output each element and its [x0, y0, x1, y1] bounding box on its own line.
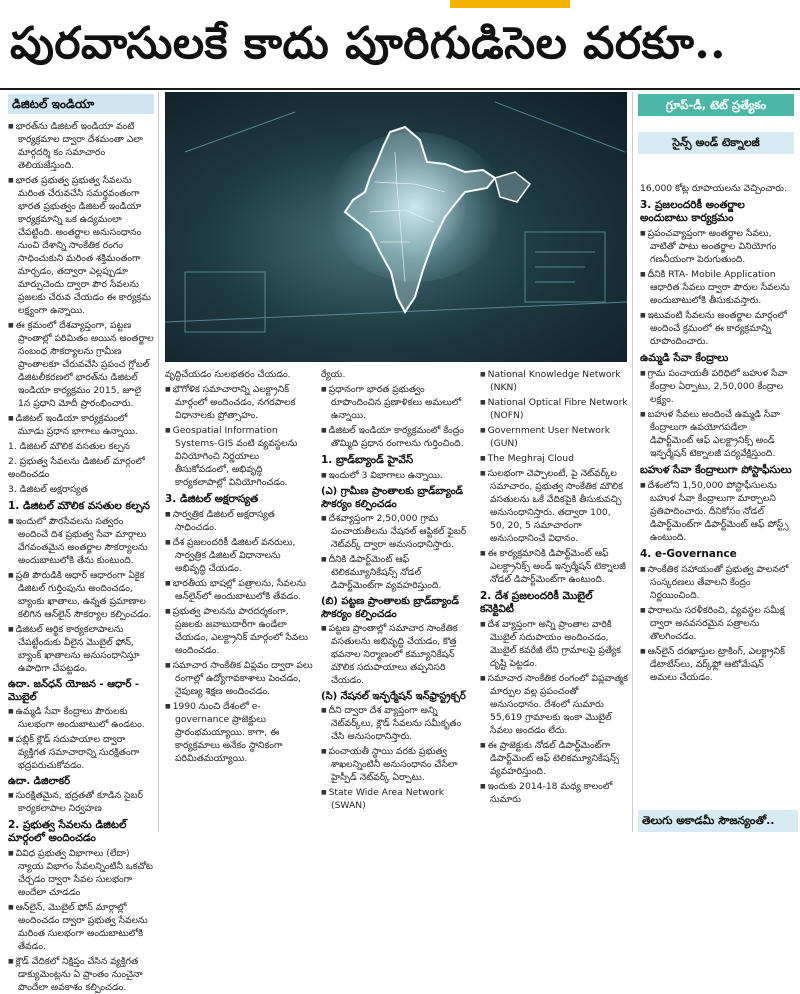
paragraph: వృద్ధిచేయడం సులభతరం చేయడం.	[165, 369, 291, 380]
network-item: ■ The Meghraj Cloud	[480, 452, 628, 465]
paragraph: ■ సాంకేతిక సహాయంతో ప్రభుత్వ పాలనలో సంస్కరణలు తేవాలని కేంద్రం నిర్ణయించింది.	[640, 563, 792, 602]
paragraph: ■ ఆన్‌లైన్, మొబైల్ ఫోన్ మార్గాల్లో అందించడం ద్వారా ప్రభుత్వ సేవలను మరింత సులభంగా అందుబాటులోకి తేవడం.	[8, 901, 154, 953]
paragraph: ■ ప్రభుత్వ పాలనను పారదర్శకంగా, ప్రజలకు జవాబుదారీగా ఉండేలా చేయడం, ఎలక్ట్రానిక్ మార్గంలో సేవలు అందించడం.	[165, 605, 313, 657]
india-map-graphic	[165, 92, 627, 362]
column-divider	[158, 92, 159, 832]
paragraph: ■ భారత్‌ను డిజిటల్ ఇండియా వంటి కార్యక్రమాల ద్వారా దేశమంతా ఎలా మార్గదర్శి కం సమాచారం తెలియజేస్తుంది.	[8, 120, 154, 172]
list-item: 2. ప్రభుత్వ సేవలను డిజిటల్ మార్గంలో అందించడం	[8, 456, 145, 480]
paragraph: ■ ప్రధానంగా భారత ప్రభుత్వం రూపొందించిన ప్రణాళికలు అమలులో ఉన్నాయి.	[321, 383, 473, 422]
paragraph: ■ ఇందులో పౌరసేవలను సత్వరం అందించే దిశ ప్రభుత్వ సేవా మార్గాలు వేగవంతమైన అంతర్జాల సౌకర్యాలను అందుబాటులోకి తేను కుంటుంది.	[8, 515, 154, 567]
paragraph: ■ డిజిటల్ ఆర్థిక కార్యకలాపాలను చేపట్టేందుకు వీలైన మొబైల్ ఫోన్, బ్యాంక్ ఖాతాలను అనుసంధానిస్తూ ఉపాధిగా చేపట్టడం.	[8, 623, 154, 675]
paragraph: ■ ఇందులో 3 విభాగాలు ఉన్నాయి.	[321, 469, 473, 482]
subheading: (సి) నేషనల్ ఇన్ఫర్మేషన్ ఇన్‌ఫ్రాస్ట్రక్చర్	[321, 691, 466, 702]
paragraph: ■ State Wide Area Network (SWAN)	[321, 786, 473, 812]
section-heading: 1. డిజిటల్ మౌలిక వసతుల కల్పన	[8, 500, 150, 512]
section-heading: 3. ప్రజలందరికీ అంతర్జాల అందుబాటు కార్యక్రమం	[640, 199, 745, 224]
paragraph: ■ ఆన్‌లైన్ దరఖాస్తుల ట్రాకింగ్, ఎలక్ట్రానిక్ డేటాబేస్‌లు, వర్క్‌ఫ్లో ఆటోమేషన్ అమలు చేయడం.	[640, 645, 792, 684]
series-tag: గ్రూప్-డీ, టెట్ ప్రత్యేకం	[638, 94, 794, 116]
paragraph: ■ ఇందుకు 2014-18 మధ్య కాలంలో సుమారు	[480, 780, 628, 806]
article-column-1	[8, 120, 154, 993]
paragraph: ■ బహుళ సేవలు అందించే ఉమ్మడి సేవా కేంద్రాలుగా ఉపయోగపడేలా డిపార్ట్‌మెంట్ ఆఫ్ ఎలక్ట్రానిక్స్ అండ్ ఇన్ఫర్మేషన్ టెక్నాలజీ పర్యవేక్షిస్తుంది.	[640, 408, 792, 460]
section-heading: 1. బ్రాడ్‌బ్యాండ్ హైవేస్	[321, 454, 414, 466]
paragraph: ■ క్లౌడ్ వేదికలో నిక్షిప్తం చేసిన వ్యక్తిగత డాక్యుమెంట్లను ఏ ప్రాంతం నుంచైనా పొందేలా అవకాశం కల్పించడం.	[8, 955, 154, 994]
paragraph: ■ పట్టణ ప్రాంతాల్లో సమాచార సాంకేతిక వసతులను అభివృద్ధి చేయడం, కొత్త భవనాల నిర్మాణంలో కమ్యూనికేషన్ మౌలిక సదుపాయాలు తప్పనిసరి చేయడం.	[321, 622, 473, 687]
subheading: (బి) పట్టణ ప్రాంతాలకు బ్రాడ్‌బ్యాండ్ సౌకర్యం కల్పించడం	[321, 596, 460, 620]
subject-tag: సైన్స్ అండ్ టెక్నాలజీ	[638, 132, 794, 154]
section-kicker: డిజిటల్ ఇండియా	[8, 94, 154, 114]
top-accent-tab	[450, 0, 570, 8]
paragraph: ■ దేశ వ్యాప్తంగా అన్ని ప్రాంతాల వారికి మొబైల్ సదుపాయం అందించడం, మొబైల్ కవరేజీ లేని గ్రామాలపై ప్రత్యేక దృష్టి పెట్టడం.	[480, 618, 628, 670]
section-heading: 2. ప్రభుత్వ సేవలను డిజిటల్ మార్గంలో అందించడం	[8, 819, 127, 844]
section-heading: 3. డిజిటల్ అక్షరాస్యత	[165, 493, 259, 505]
paragraph: ■ సార్వత్రిక డిజిటల్ అక్షరాస్యత సాధించడం.	[165, 508, 313, 534]
paragraph: ■ డిజిటల్ ఇండియా కార్యక్రమంలో మూడు ప్రధాన భాగాలు ఉన్నాయి.	[8, 412, 154, 438]
network-item: ■ National Optical Fibre Network (NOFN)	[480, 396, 628, 422]
subheading: ఉదా. డిజిలాకర్	[8, 776, 71, 787]
paragraph: ■ సురక్షితమైన, భద్రతతో కూడిన సైబర్ కార్యకలాపాల నిర్వహణ	[8, 789, 154, 815]
paragraph: 16,000 కోట్ల రూపాయలను వెచ్చించారు.	[640, 183, 787, 194]
list-item: 1. డిజిటల్ మౌలిక వసతుల కల్పన	[8, 441, 130, 452]
article-column-3	[321, 368, 473, 836]
section-heading: 2. దేశ ప్రజలందరికీ మొబైల్ కనెక్టివిటీ	[480, 590, 593, 615]
paragraph: ■ దీనికి డిపార్ట్‌మెంట్ ఆఫ్ టెలికమ్యూనికేషన్స్ నోడల్ డిపార్ట్‌మెంట్‌గా వ్యవహరిస్తుంది.	[321, 553, 473, 592]
headline-rule	[0, 88, 800, 90]
paragraph: ■ సులభంగా చెప్పాలంటే, పై నెట్‌వర్క్‌ల సమాచారం, ప్రభుత్వ సాంకేతిక మౌలిక వసతులను ఒకే వేదికపైకి తీసుకువచ్చి అనుసంధానిస్తారు. తద్వారా 100, 50, 20, 5 సమాచారంగా అనుసంధానించే విధానం.	[480, 467, 628, 545]
paragraph: ■ ఈ క్రమంలో దేశవ్యాప్తంగా, పట్టణ ప్రాంతాల్లో పరిమితం అయిన అంతర్జాల సంబంధ సౌకర్యాలను గ్రామీణ ప్రాంతాలకూ చేరువచేసి ప్రపంచ గ్లోబల్ డిజిటలీకరణలో భారత్‌ను డిజిటల్ ఇండియా కార్యక్రమం 2015, జూలై 1న ప్రధాని మోదీ ప్రారంభించారు.	[8, 319, 154, 410]
paragraph: ■ ఫారాలను సరళీకరించి, వ్యవస్థల సమీక్ష ద్వారా అనవసరమైన పత్రాలను తొలగించడం.	[640, 604, 792, 643]
subheading: (ఎ) గ్రామీణ ప్రాంతాలకు బ్రాడ్‌బ్యాండ్ సౌకర్యం కల్పించడం	[321, 486, 464, 510]
paragraph: ■ దీని ద్వారా దేశ వ్యాప్తంగా అన్ని నెట్‌వర్క్‌లు, క్లౌడ్ సేవలను సమీకృతం చేసి అనుసంధానిస్తారు.	[321, 704, 473, 743]
paragraph: ■ సమాచార సాంకేతిక రంగంలో విప్లవాత్మక మార్పుల వల్ల ప్రపంచంతో అనుసంధానం. దేశంలో సుమారు 55,619 గ్రామాలకు ఇంకా మొబైల్ సేవలు అందడం లేదు.	[480, 672, 628, 737]
paragraph: ■ సమాచార సాంకేతిక విప్లవం ద్వారా పలు రంగాల్లో ఉద్యోగావకాశాలు పెంచడం, నైపుణ్య శిక్షణ అందించడం.	[165, 659, 313, 698]
article-column-5	[640, 182, 792, 806]
paragraph: ■ భారత ప్రభుత్వ ప్రభుత్వ సేవలను మరింత చేరువచేసి సమర్థవంతంగా భారత ప్రభుత్వం డిజిటల్ ఇండియా కార్యక్రమాన్ని ఒక ఉద్యమంలా చేపట్టింది. అంతర్జాల అనుసంధానం నుంచి దేశాన్ని సాంకేతిక రంగం సాధించుకుని మరింత శక్తిమంతంగా మార్చడం, తద్వారా ఎల్లప్పుడూ మార్పుచెందు ద్వారా పౌర సేవలను ప్రజలకు చేరువ చేయడం ఈ కార్యక్రమ లక్ష్యంగా ఉన్నాయి.	[8, 174, 154, 317]
article-column-4	[480, 368, 628, 836]
headline-block	[0, 8, 800, 88]
paragraph: ■ దీనికి RTA- Mobile Application ఆధారిత సేవలు ద్వారా పౌరుల సేవలను అందుబాటులోకి తీసుకువస్తారు.	[640, 268, 792, 307]
section-heading: ఉమ్మడి సేవా కేంద్రాలు	[640, 352, 729, 364]
paragraph: ■ భౌగోళిక సమాచారాన్ని ఎలక్ట్రానిక్ మార్గంలో అందించడం, నగరపాలక విధానాలకు ప్రోత్సాహం.	[165, 383, 313, 422]
paragraph: ■ దేశవ్యాప్తంగా 2,50,000 గ్రామ పంచాయతీలను నేషనల్ ఆప్టికల్ ఫైబర్ నెట్‌వర్క్ ద్వారా అనుసంధానిస్తారు.	[321, 512, 473, 551]
paragraph: ■ Geospatial Information Systems-GIS వంటి వ్యవస్థలను వినియోగించి నిర్ణయాలు తీసుకోవడంలో, అభివృద్ధి కార్యకలాపాల్లో వినియోగించడం.	[165, 424, 313, 489]
subheading: ఉదా. జన్‌ధన్ యోజన - ఆధార్ - మొబైల్	[8, 679, 140, 703]
article-column-2	[165, 368, 313, 836]
credit-footer: తెలుగు అకాడమీ సౌజన్యంతో..	[638, 810, 798, 832]
paragraph: ■ ప్రతి పౌరుడికి ఆధార్ ఆధారంగా ఏకైక డిజిటల్ గుర్తింపును అందించడం, బ్యాంకు ఖాతాలు, ఉన్నత ప్రమాణాల కలిగిన ఆన్‌లైన్ సౌకర్యాల కల్పించడం.	[8, 569, 154, 621]
network-item: ■ Government User Network (GUN)	[480, 424, 628, 450]
paragraph: ■ ఉమ్మడి సేవా కేంద్రాలు పౌరులకు సులభంగా అందుబాటులో ఉండటం.	[8, 705, 154, 731]
paragraph: ర్యేయ.	[321, 369, 346, 380]
paragraph: ■ ఈ కార్యక్రమానికి డిపార్ట్‌మెంట్ ఆఫ్ ఎలక్ట్రానిక్స్ అండ్ ఇన్ఫర్మేషన్ టెక్నాలజీ నోడల్ డిపార్ట్‌మెంట్‌గా ఉంటుంది.	[480, 547, 628, 586]
hero-image-india-map	[165, 92, 627, 362]
paragraph: ■ భారతీయ భాషల్లో పత్రాలను, సేవలను ఆన్‌లైన్‌లో అందుబాటులోకి తేవడం.	[165, 577, 313, 603]
paragraph: ■ గ్రామ పంచాయతీ పరిధిలో బహుళ సేవా కేంద్రాల ఏర్పాటు, 2,50,000 కేంద్రాల లక్ష్యం.	[640, 367, 792, 406]
paragraph: ■ దేశంలోని 1,50,000 పోస్టాఫీసులను బహుళ సేవా కేంద్రాలుగా మార్చాలని ప్రతిపాదించారు. దీనికోసం నోడల్ డిపార్ట్‌మెంట్‌గా డిపార్ట్‌మెంట్ ఆఫ్ పోస్ట్స్ ఉంటుంది.	[640, 479, 792, 544]
paragraph: ■ ఇటువంటి సేవలను అంతర్జాల మార్గంలో అందించే క్రమంలో ఈ కార్యక్రమాన్ని రూపొందించారు.	[640, 309, 792, 348]
column-divider	[632, 92, 633, 832]
paragraph: ■ ఈ ప్రాజెక్టుకు నోడల్ డిపార్ట్‌మెంట్‌గా డిపార్ట్‌మెంట్ ఆఫ్ టెలికమ్యూనికేషన్స్ వ్యవహరిస్తుంది.	[480, 739, 628, 778]
section-heading: 4. e-Governance	[640, 548, 737, 560]
paragraph: ■ పంచాయతీ స్థాయి వరకు ప్రభుత్వ శాఖలన్నింటినీ అనుసంధానం చేసేలా హైస్పీడ్ నెట్‌వర్క్ ఏర్పాటు.	[321, 745, 473, 784]
section-heading: బహుళ సేవా కేంద్రాలుగా పోస్టాఫీసులు	[640, 464, 792, 476]
list-item: 3. డిజిటల్ అక్షరాస్యత	[8, 484, 88, 495]
paragraph: ■ దేశ ప్రజలందరికీ డిజిటల్ వనరులు, సార్వత్రిక డిజిటల్ విధానాలను అభివృద్ధి చేయడం.	[165, 536, 313, 575]
paragraph: ■ డిజిటల్ ఇండియా కార్యక్రమంలో కేంద్రం తొమ్మిది ప్రధాన రంగాలను గుర్తించింది.	[321, 424, 473, 450]
network-item: ■ National Knowledge Network (NKN)	[480, 368, 628, 394]
paragraph: ■ 1990 నుంచి దేశంలో e-governance ప్రాజెక్టులు ప్రారంభమయ్యాయి. కాగా, ఈ కార్యక్రమాలు అనేకం స్థానికంగా పరిమితమయ్యాయి.	[165, 700, 313, 765]
headline: పురవాసులకే కాదు పూరిగుడిసెల వరకూ..	[10, 18, 726, 69]
paragraph: ■ వివిధ ప్రభుత్వ విభాగాలు (లేదా) న్యాయ విభాగం సేవలన్నింటినీ ఒకచోట చేర్చడం ద్వారా సేవల సులభంగా అందేలా చూడడం	[8, 847, 154, 899]
paragraph: ■ పబ్లిక్ క్లౌడ్ సదుపాయాల ద్వారా వ్యక్తిగత సమాచారాన్ని సురక్షితంగా భద్రపరుచుకోవడం.	[8, 733, 154, 772]
paragraph: ■ ప్రపంచవ్యాప్తంగా అంతర్జాల సేవలు, వాటితో పాటు అంతర్జాల వినియోగం గణనీయంగా పెరుగుతుంది.	[640, 227, 792, 266]
